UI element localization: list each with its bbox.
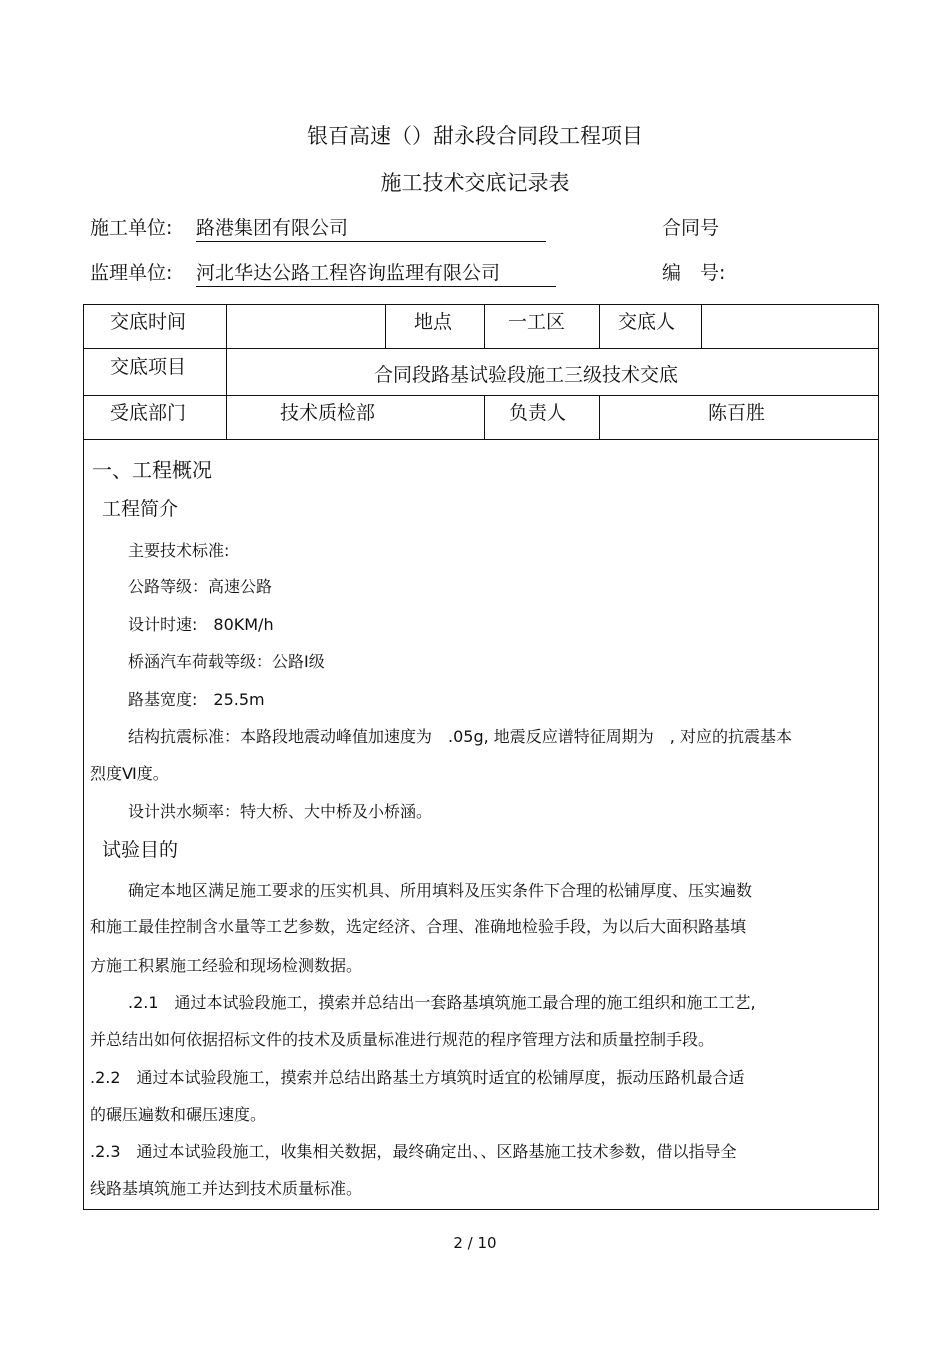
col-divider (599, 305, 600, 348)
handover-item-label: 交底项目 (110, 356, 187, 378)
paragraph-line: 主要技术标准: (128, 541, 230, 560)
paragraph-line: 方施工积累施工经验和现场检测数据。 (90, 956, 363, 975)
serial-no-label: 编 号: (662, 262, 726, 284)
page-number: 2 / 10 (453, 1234, 497, 1252)
paragraph-line: 烈度Ⅵ度。 (90, 764, 169, 783)
row-divider (84, 439, 878, 440)
paragraph-line: .2.1 通过本试验段施工，摸索并总结出一套路基填筑施工最合理的施工组织和施工工艺, (128, 993, 756, 1012)
paragraph-line: 并总结出如何依据招标文件的技术及质量标准进行规范的程序管理方法和质量控制手段。 (90, 1030, 715, 1049)
col-divider (226, 305, 227, 439)
handover-record-table (83, 304, 879, 1210)
paragraph-line: .2.3 通过本试验段施工，收集相关数据，最终确定出、、区路基施工技术参数，借以指导全 (90, 1142, 737, 1161)
receiving-dept-value: 技术质检部 (280, 402, 376, 424)
col-divider (484, 395, 485, 439)
document-subtitle: 施工技术交底记录表 (380, 171, 570, 195)
col-divider (701, 305, 702, 348)
paragraph-line: 路基宽度: 25.5m (128, 690, 265, 709)
place-value: 一工区 (508, 311, 566, 333)
col-divider (484, 305, 485, 348)
handover-person-label: 交底人 (618, 311, 676, 333)
paragraph-line: 桥涵汽车荷载等级：公路Ⅰ级 (128, 652, 325, 671)
col-divider (599, 395, 600, 439)
place-label: 地点 (414, 311, 453, 333)
handover-time-label: 交底时间 (110, 311, 187, 333)
contract-no-label: 合同号 (662, 217, 720, 239)
responsible-person-value: 陈百胜 (708, 402, 766, 424)
paragraph-line: 结构抗震标准：本路段地震动峰值加速度为 .05g, 地震反应谱特征周期为 , 对应的抗震基本 (128, 727, 792, 746)
document-title: 银百高速（）甜永段合同段工程项目 (307, 124, 643, 148)
paragraph-line: 公路等级：高速公路 (128, 577, 273, 596)
subsection-heading: 工程简介 (102, 498, 179, 520)
section-heading: 一、工程概况 (92, 458, 212, 482)
col-divider (385, 305, 386, 348)
supervision-unit-value: 河北华达公路工程咨询监理有限公司 (196, 258, 556, 287)
row-divider (84, 395, 878, 396)
paragraph-line: 线路基填筑施工并达到技术质量标准。 (90, 1179, 363, 1198)
paragraph-line: 确定本地区满足施工要求的压实机具、所用填料及压实条件下合理的松铺厚度、压实遍数 (128, 881, 753, 900)
paragraph-line: 和施工最佳控制含水量等工艺参数，选定经济、合理、准确地检验手段，为以后大面积路基填 (90, 917, 747, 936)
paragraph-line: 设计时速: 80KM/h (128, 615, 274, 634)
row-divider (84, 348, 878, 349)
paragraph-line: 的碾压遍数和碾压速度。 (90, 1105, 267, 1124)
construction-unit-label: 施工单位: (90, 217, 173, 239)
paragraph-line: 设计洪水频率：特大桥、大中桥及小桥涵。 (128, 802, 433, 821)
receiving-dept-label: 受底部门 (110, 402, 187, 424)
handover-item-value: 合同段路基试验段施工三级技术交底 (374, 364, 679, 386)
responsible-person-label: 负责人 (509, 402, 567, 424)
subsection-heading: 试验目的 (102, 839, 179, 861)
supervision-unit-label: 监理单位: (90, 262, 173, 284)
paragraph-line: .2.2 通过本试验段施工，摸索并总结出路基土方填筑时适宜的松铺厚度，振动压路机最合适 (90, 1068, 745, 1087)
construction-unit-value: 路港集团有限公司 (196, 213, 546, 242)
